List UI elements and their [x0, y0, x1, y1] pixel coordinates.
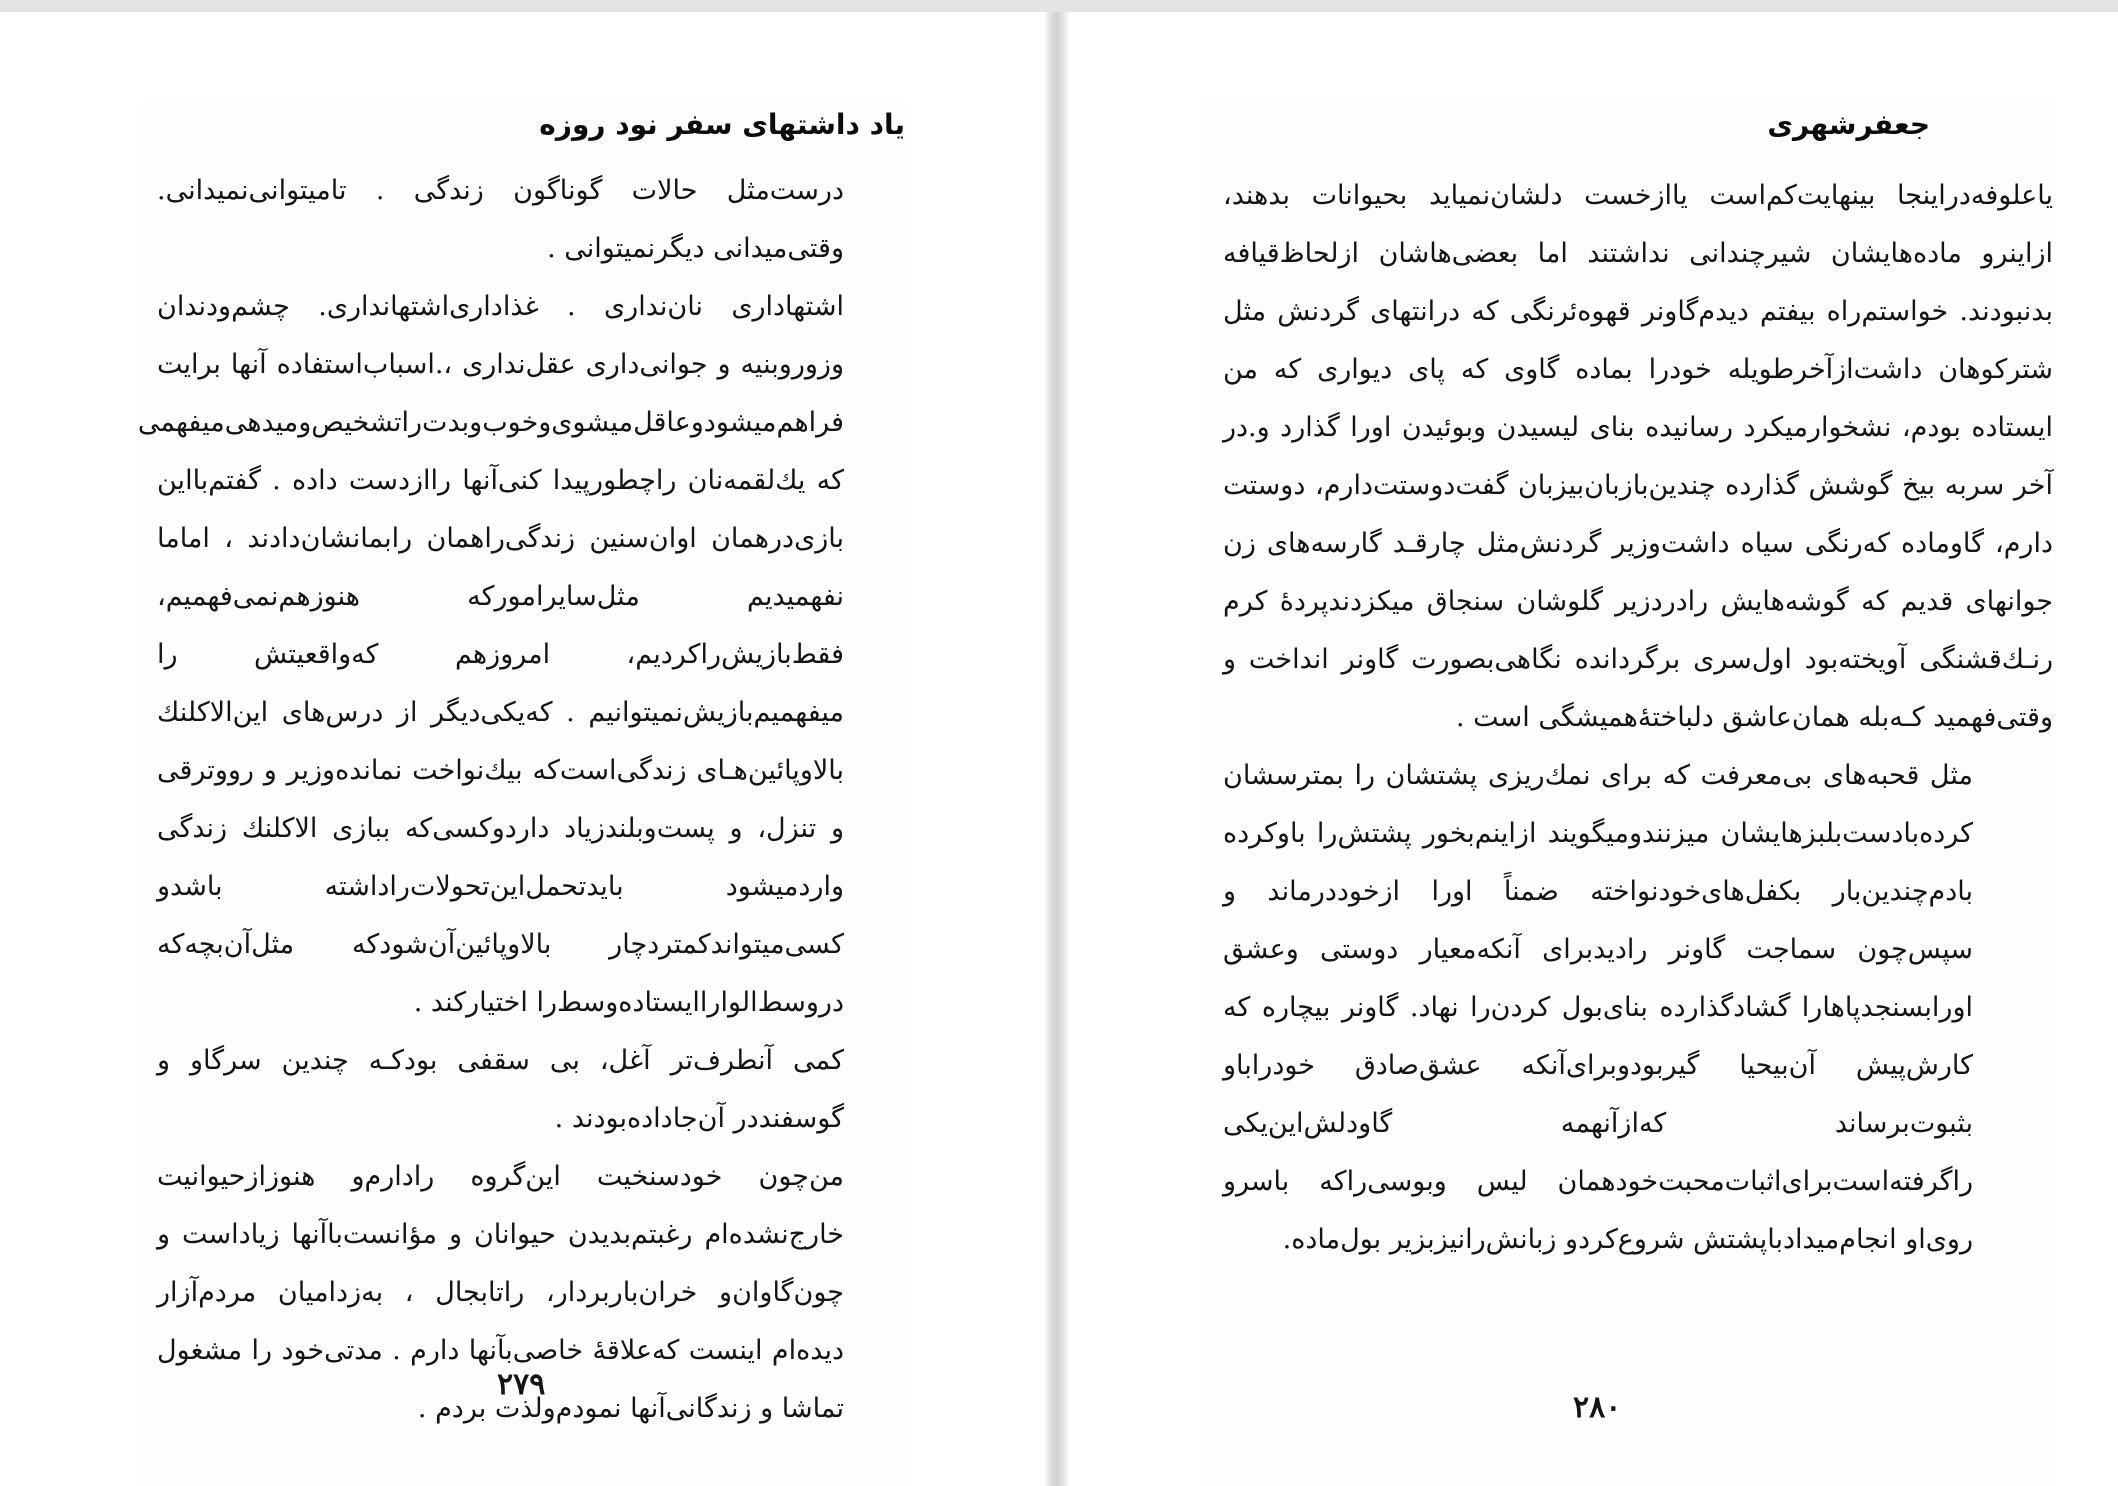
paragraph: درست‌مثل حالات گوناگون زندگی . تامیتوانی‌نمیدانی. وقتی‌میدانی دیگرنمیتوانی .	[157, 175, 844, 264]
paragraph: مثل قحبه‌های بی‌معرفت که برای نمك‌ریزی پشتشان را بمترسشان کرده‌بادست‌بلبزهایشان میزنندومیگویند ازاینم‌بخور پشتش‌را باوکرده بادم‌چندین‌بار بکفل‌های‌خودنواخته ضمناً اورا ازخوددرماند و سپس‌چون سماجت گاونر رادیدبرای آنکه‌معیار دوستی وعشق اورابسنجدپاهارا گشادگذارده بنای‌بول کردن‌را نهاد. گاونر بیچاره که کارش‌پیش آن‌بیحیا گیربودوبرای‌آنکه عشق‌صادق خودرا‌باو بثبوت‌برساند که‌ازآنهمه گاودلش‌این‌یکی راگرفته‌است‌برای‌اثبات‌محبت‌خودهمان لیس وبوسی‌راکه باسرو روی‌او انجام‌میداد‌باپشتش شروع‌کردو زبانش‌رانیزبزیر بول‌ماده.	[1223, 760, 1973, 1255]
paragraph: اشتهاداری نان‌نداری . غذاداری‌اشتهانداری. چشم‌ودندان وزوروبنیه و جوانی‌داری عقل‌نداری ،.اسباب‌استفاده آنها برایت فراهم‌میشودوعاقل‌میشوی‌وخوب‌وبدت‌راتشخیص‌ومیدهی‌میفهمی که یك‌لقمه‌نان راچطورپیدا کنی‌آنها راازدست داده . گفتم‌بااین بازی‌درهمان اوان‌سنین زندگی‌راهمان رابمانشان‌دادند ، اماما نفهمیدیم مثل‌سایرامورکه هنوزهم‌نمی‌فهمیم، فقط‌بازیش‌راکردیم، امروزهم که‌واقعیتش را میفهمیم‌بازیش‌نمیتوانیم . که‌یکی‌دیگر از درس‌های این‌الاکلنك بالاوپائین‌هـای زندگی‌است‌که بیك‌نواخت نمانده‌وزیر و رووترقی و تنزل، و پست‌وبلندزیاد داردوکسی‌که ببازی الاکلنك زندگی واردمیشود بایدتحمل‌این‌تحولات‌راداشته باشدو کسی‌میتواندکمتردچار بالاوپائین‌آن‌شودکه مثل‌آن‌بچه‌که دروسط‌الواراایستاده‌وسط‌را اختیارکند .	[137, 291, 844, 1018]
right-page-text	[1223, 167, 2053, 1269]
paragraph: کمی آنطرف‌تر آغل، بی سقفی بودکـه چندین سرگاو و گوسفنددر آن‌جاداده‌بودند .	[157, 1045, 844, 1134]
book-gutter	[1045, 12, 1068, 1486]
paragraph: من‌چون خودسنخیت این‌گروه رادارم‌و هنوزازحیوانیت خارج‌نشده‌ام رغبتم‌بدیدن حیوانان و مؤانست‌باآنها زیاداست و چون‌گاوان‌و خران‌باربردار، راتابجال ، به‌زدامیان مردم‌آزار دیده‌ام اینست که‌علاقهٔ خاصی‌بآنها دارم . مدتی‌خود را مشغول تماشا و زندگانی‌آنها نمودم‌ولذت بردم .	[157, 1161, 844, 1424]
paragraph: یاعلوفه‌دراینجا بینهایت‌کم‌است یاازخست دلشان‌نمیاید بحیوانات بدهند، ازاینرو ماده‌هایشان شیرچندانی نداشتند اما بعضی‌هاشان ازلحاظ‌قیافه بدنبودند. خواستم‌راه بیفتم دیدم‌گاونر قهوه‌ئرنگی که درانتهای گردنش مثل شترکوهان داشت‌ازآخرطویله خودرا بماده گاوی که پای دیواری که من ایستاده بودم، نشخوارمیکرد رسانیده بنای لیسیدن وبوئیدن اورا گذارد و.در آخر سربه بیخ گوشش گذارده چندین‌بازبان‌بیزبان گفت‌دوستت‌دارم، دوستت دارم، گاوماده که‌رنگی سیاه داشت‌وزیر گردنش‌مثل چارقـد گارسه‌های زن جوانهای قدیم که گوشه‌هایش رادردزیر گلوشان سنجاق میکزدندپردهٔ کرم رنـك‌قشنگی آویخته‌بود اول‌سری برگردانده نگاهی‌بصورت گاونر انداخت و وقتی‌فهمید کـه‌بله همان‌عاشق دلباختهٔ‌همیشگی است .	[1223, 180, 2053, 733]
right-page-number: ۲۸۰	[1573, 1390, 1622, 1425]
left-page-number: ۲۷۹	[497, 1367, 546, 1402]
left-page	[0, 12, 1045, 1486]
viewer-top-bar	[0, 0, 2118, 12]
right-running-head: جعفرشهری	[1767, 108, 1930, 141]
left-page-text	[137, 162, 902, 1438]
left-running-head: یاد داشتهای سفر نود روزه	[539, 108, 905, 141]
right-page	[1068, 12, 2118, 1486]
